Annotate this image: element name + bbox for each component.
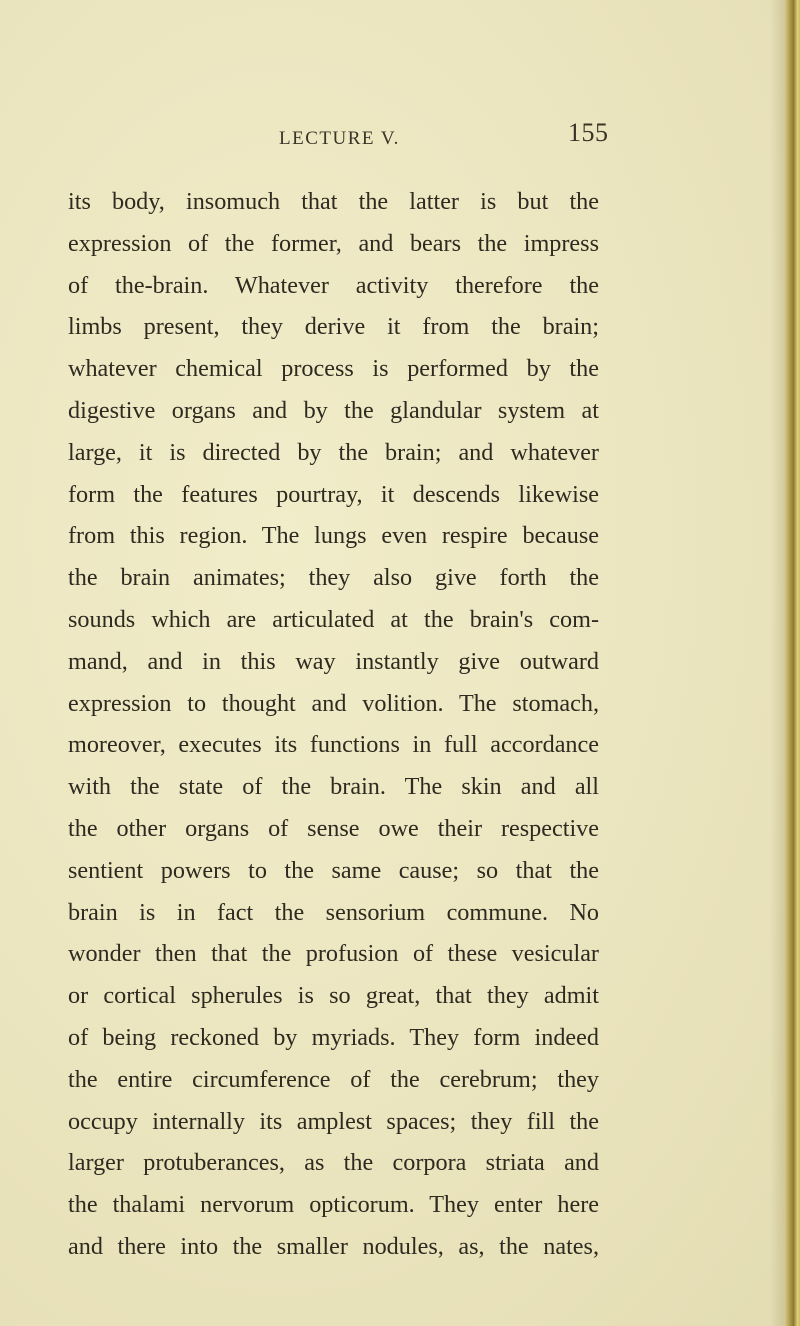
text-line: form the features pourtray, it descends likewise bbox=[68, 480, 599, 508]
text-line: limbs present, they derive it from the brain; bbox=[68, 313, 599, 341]
text-line: its body, insomuch that the latter is but the bbox=[68, 188, 599, 215]
text-line: the entire circumference of the cerebrum; they bbox=[68, 1065, 599, 1093]
text-line: large, it is directed by the brain; and whatever bbox=[68, 438, 599, 466]
text-line: and there into the smaller nodules, as, the nates, bbox=[68, 1232, 599, 1260]
text-line: expression to thought and volition. The stomach, bbox=[68, 689, 599, 717]
text-line: sentient powers to the same cause; so that the bbox=[68, 856, 599, 884]
text-line: wonder then that the profusion of these vesicular bbox=[68, 940, 599, 968]
text-line: larger protuberances, as the corpora striata and bbox=[68, 1149, 599, 1177]
text-line: from this region. The lungs even respire because bbox=[68, 522, 599, 550]
text-line: the other organs of sense owe their respective bbox=[68, 814, 599, 842]
text-line: of the-brain. Whatever activity therefore the bbox=[68, 271, 599, 299]
text-line: moreover, executes its functions in full accordance bbox=[68, 731, 599, 759]
running-head: LECTURE V. bbox=[279, 128, 400, 149]
text-line: the thalami nervorum opticorum. They enter here bbox=[68, 1191, 599, 1219]
page-header bbox=[0, 118, 800, 158]
text-line: mand, and in this way instantly give outward bbox=[68, 647, 599, 675]
text-line: of being reckoned by myriads. They form indeed bbox=[68, 1023, 599, 1051]
text-line: expression of the former, and bears the impress bbox=[68, 229, 599, 257]
text-line: with the state of the brain. The skin and all bbox=[68, 773, 599, 801]
text-line: brain is in fact the sensorium commune. No bbox=[68, 898, 599, 926]
text-line: sounds which are articulated at the brain's com- bbox=[68, 605, 599, 633]
binding-shadow bbox=[770, 0, 784, 1326]
text-line: occupy internally its amplest spaces; they fill the bbox=[68, 1107, 599, 1135]
binding-edge bbox=[784, 0, 800, 1326]
text-line: digestive organs and by the glandular system at bbox=[68, 396, 599, 424]
text-line: whatever chemical process is performed by the bbox=[68, 355, 599, 383]
text-line: the brain animates; they also give forth the bbox=[68, 564, 599, 592]
page-number: 155 bbox=[568, 118, 609, 147]
text-line: or cortical spherules is so great, that they admit bbox=[68, 982, 599, 1010]
